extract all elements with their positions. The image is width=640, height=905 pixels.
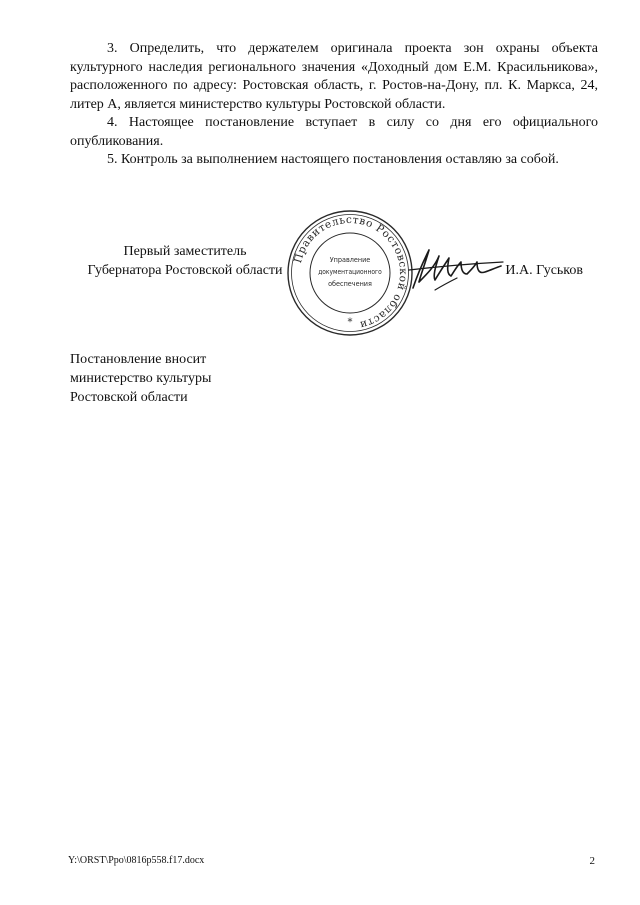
official-seal: [285, 208, 415, 338]
submitted-by-block: [70, 350, 211, 407]
signer-name: И.А. Гуськов: [505, 263, 583, 278]
signature-block: [70, 213, 598, 332]
submitted-by-line1: Постановление вносит: [70, 352, 207, 367]
signer-title: [70, 243, 300, 280]
paragraph-4: 4. Настоящее постановление вступает в силу со дня его официального опубликования.: [70, 115, 598, 149]
signer-title-line1: Первый заместитель: [123, 244, 247, 259]
submitted-by-line3: Ростовской области: [70, 390, 188, 405]
page-number: 2: [589, 855, 595, 867]
seal-center-line3: обеспечения: [328, 279, 372, 288]
paragraph-3: 3. Определить, что держателем оригинала проекта зон охраны объекта культурного наследия регионального значения «Доходный дом Е.М. Красильникова», расположенного по адресу: Ростовская область, г. Ростов-на-Дону, пл. К. Маркса, 24, литер А, является министерство культуры Ростовской области.: [70, 41, 598, 112]
seal-center-line1: Управление: [329, 255, 371, 264]
seal-star: *: [347, 317, 353, 328]
footer-file-path: Y:\ORST\Ppo\0816p558.f17.docx: [68, 855, 205, 866]
resolution-body: [70, 40, 598, 170]
paragraph-5: 5. Контроль за выполнением настоящего постановления оставляю за собой.: [107, 152, 559, 167]
seal-center-line2: документационного: [318, 268, 382, 276]
submitted-by-line2: министерство культуры: [70, 371, 212, 386]
seal-ring-text: Правительство Ростовской области: [292, 213, 410, 332]
signer-title-line2: Губернатора Ростовской области: [87, 262, 283, 278]
handwritten-signature: [405, 240, 505, 295]
